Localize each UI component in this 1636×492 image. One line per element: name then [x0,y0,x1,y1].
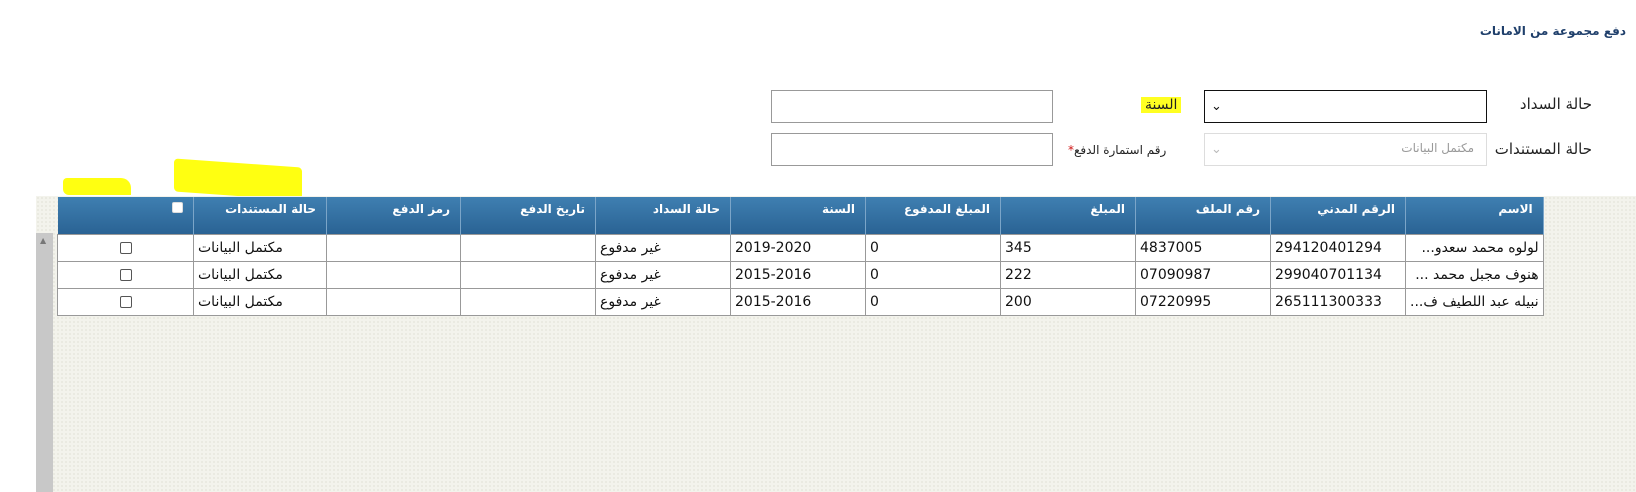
highlight-mark [174,159,302,201]
payment-status-select[interactable] [1204,90,1487,123]
cell-file-no: 07090987 [1136,261,1271,288]
column-header-payment-status[interactable]: حالة السداد [596,197,731,234]
cell-payment-date [461,234,596,261]
cell-payment-code [327,261,461,288]
column-header-name[interactable]: الاسم [1406,197,1544,234]
row-checkbox[interactable] [58,261,194,288]
cell-doc-status: مكتمل البيانات [194,288,327,315]
column-header-payment-code[interactable]: رمز الدفع [327,197,461,234]
cell-amount: 345 [1001,234,1136,261]
cell-name: هنوف مجبل محمد ... [1406,261,1544,288]
chevron-down-icon: ⌄ [1211,99,1222,114]
year-input[interactable] [771,90,1053,123]
select-all-checkbox[interactable] [58,197,194,234]
required-mark: * [1068,143,1074,157]
documents-status-label: حالة المستندات [1494,140,1592,158]
cell-year: 2015-2016 [731,261,866,288]
cell-paid: 0 [866,261,1001,288]
cell-paid: 0 [866,288,1001,315]
cell-civil-id: 299040701134 [1271,261,1406,288]
row-checkbox[interactable] [58,234,194,261]
cell-doc-status: مكتمل البيانات [194,234,327,261]
chevron-down-icon: ⌄ [1211,142,1222,157]
cell-payment-status: غير مدفوع [596,288,731,315]
data-table [57,197,1544,316]
checkbox-icon[interactable] [172,202,183,213]
cell-year: 2015-2016 [731,288,866,315]
column-header-payment-date[interactable]: تاريخ الدفع [461,197,596,234]
cell-paid: 0 [866,234,1001,261]
column-header-paid[interactable]: المبلغ المدفوع [866,197,1001,234]
cell-payment-code [327,288,461,315]
column-header-amount[interactable]: المبلغ [1001,197,1136,234]
column-header-year[interactable]: السنة [731,197,866,234]
cell-amount: 200 [1001,288,1136,315]
form-number-label [1065,143,1166,157]
cell-file-no: 07220995 [1136,288,1271,315]
column-header-doc-status[interactable]: حالة المستندات [194,197,327,234]
page-title: دفع مجموعة من الامانات [1479,24,1626,38]
documents-status-select[interactable] [1204,133,1487,166]
vertical-scrollbar[interactable] [36,233,53,492]
row-checkbox[interactable] [58,288,194,315]
column-header-civil-id[interactable]: الرقم المدني [1271,197,1406,234]
highlight-mark [63,178,131,195]
cell-name: نبيله عبد اللطيف ف... [1406,288,1544,315]
cell-payment-date [461,261,596,288]
cell-year: 2019-2020 [731,234,866,261]
cell-amount: 222 [1001,261,1136,288]
checkbox-icon[interactable] [120,269,132,281]
cell-doc-status: مكتمل البيانات [194,261,327,288]
cell-payment-status: غير مدفوع [596,234,731,261]
cell-payment-date [461,288,596,315]
checkbox-icon[interactable] [120,296,132,308]
cell-file-no: 4837005 [1136,234,1271,261]
cell-civil-id: 265111300333 [1271,288,1406,315]
form-number-label-text: رقم استمارة الدفع [1074,143,1167,157]
cell-payment-code [327,234,461,261]
cell-name: لولوه محمد سعدو... [1406,234,1544,261]
documents-status-value: مكتمل البيانات [1401,141,1474,155]
table-header-row [58,197,1544,234]
cell-payment-status: غير مدفوع [596,261,731,288]
form-number-input[interactable] [771,133,1053,166]
table-row[interactable] [58,261,1544,288]
year-label: السنة [1141,97,1181,113]
column-header-file-no[interactable]: رقم الملف [1136,197,1271,234]
payment-status-label: حالة السداد [1519,95,1592,113]
arrow-up-icon[interactable]: ▲ [40,236,47,245]
cell-civil-id: 294120401294 [1271,234,1406,261]
table-row[interactable] [58,234,1544,261]
checkbox-icon[interactable] [120,242,132,254]
table-row[interactable] [58,288,1544,315]
